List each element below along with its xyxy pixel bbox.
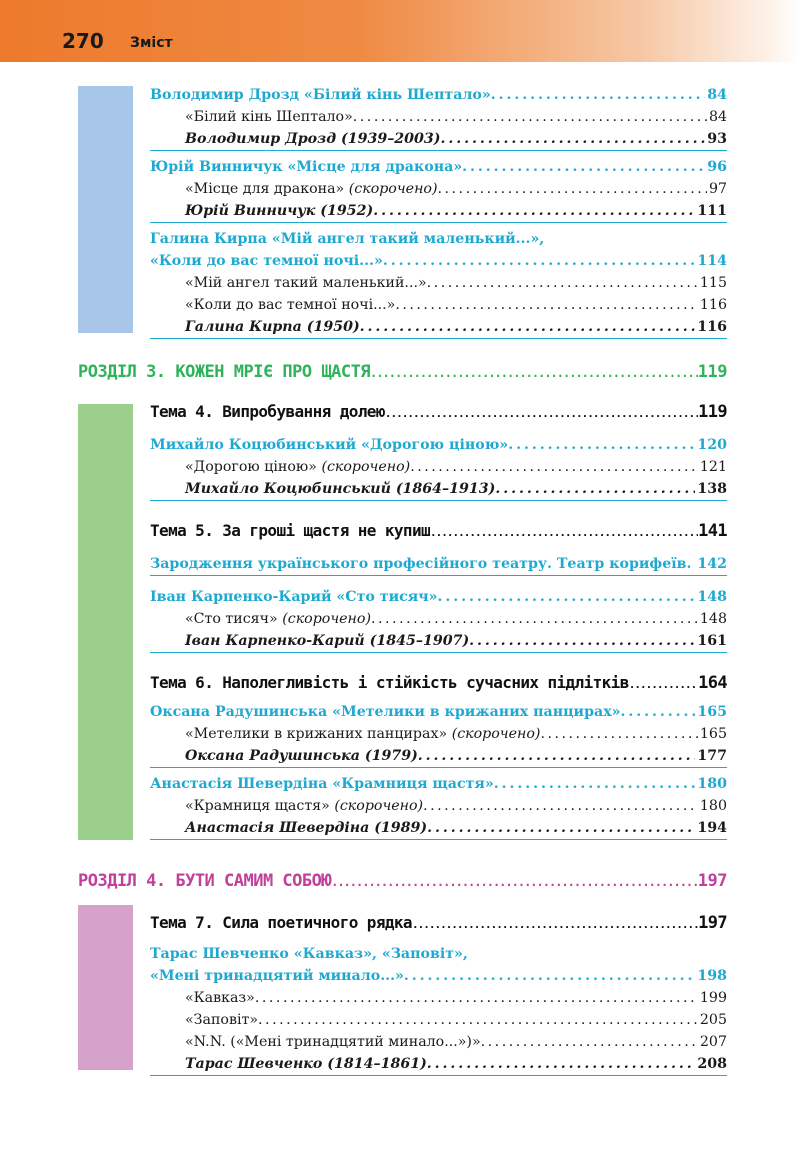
toc-entry[interactable]: Володимир Дрозд (1939–2003) . . . 93 [150, 128, 727, 151]
toc-entry[interactable]: Михайло Коцюбинський «Дорогою ціною» . . . 120 [150, 434, 727, 456]
toc-entry[interactable]: Оксана Радушинська (1979) . . . 177 [150, 745, 727, 768]
toc-entry[interactable]: Іван Карпенко-Карий «Сто тисяч» . . . 148 [150, 586, 727, 608]
topic-5-heading[interactable]: Тема 5. За гроші щастя не купиш ..... 141 [150, 521, 727, 547]
toc-entry[interactable]: Юрій Винничук «Місце для дракона» . . . 96 [150, 156, 727, 178]
toc-entry[interactable]: Іван Карпенко-Карий (1845–1907) . . . 161 [150, 630, 727, 653]
toc-entry-line[interactable]: Тарас Шевченко «Кавказ», «Заповіт», [150, 946, 468, 962]
toc-entry[interactable]: «Мені тринадцятий минало...» . . . 198 [150, 965, 727, 987]
toc-block-3 [150, 913, 727, 1076]
toc-entry[interactable]: «Коли до вас темної ночі...» . . . 116 [150, 294, 727, 316]
toc-entry[interactable]: Володимир Дрозд «Білий кінь Шептало» . . . 84 [150, 84, 727, 106]
topic-4-heading[interactable]: Тема 4. Випробування долею ..... 119 [150, 402, 727, 428]
toc-entry[interactable]: «Кавказ» . . . 199 [150, 987, 727, 1009]
toc-entry[interactable]: «Дорогою ціною» (скорочено) . . . 121 [150, 456, 727, 478]
toc-entry[interactable]: «Коли до вас темної ночі...» . . . 114 [150, 250, 727, 272]
toc-entry[interactable]: Анастасія Шевердіна (1989) . . . 194 [150, 817, 727, 840]
header-title: Зміст [130, 35, 173, 51]
toc-entry[interactable]: «Крамниця щастя» (скорочено) . . . 180 [150, 795, 727, 817]
section-4-heading[interactable]: РОЗДІЛ 4. БУТИ САМИМ СОБОЮ ..... 197 [78, 871, 727, 891]
toc-entry[interactable]: «Білий кінь Шептало» . . . 84 [150, 106, 727, 128]
green-side-bar [78, 404, 133, 840]
section-3-heading[interactable]: РОЗДІЛ 3. КОЖЕН МРІЄ ПРО ЩАСТЯ ..... 119 [78, 362, 727, 382]
toc-entry-line[interactable]: Галина Кирпа «Мій ангел такий маленький...», [150, 231, 545, 247]
topic-7-heading[interactable]: Тема 7. Сила поетичного рядка ..... 197 [150, 913, 727, 939]
toc-entry[interactable]: Зародження українського професійного театру. Театр корифеїв . . . 142 [150, 553, 727, 576]
toc-entry[interactable]: Тарас Шевченко (1814–1861) . . . 208 [150, 1053, 727, 1076]
toc-entry[interactable]: Оксана Радушинська «Метелики в крижаних панцирах» . . . 165 [150, 701, 727, 723]
page-number: 270 [62, 29, 104, 53]
toc-entry[interactable]: «N.N. («Мені тринадцятий минало...»)» . . . 207 [150, 1031, 727, 1053]
toc-entry[interactable]: «Заповіт» . . . 205 [150, 1009, 727, 1031]
pink-side-bar [78, 905, 133, 1070]
toc-entry[interactable]: Анастасія Шевердіна «Крамниця щастя» . . . 180 [150, 773, 727, 795]
toc-block-1 [150, 84, 727, 339]
blue-side-bar [78, 86, 133, 333]
toc-entry[interactable]: Галина Кирпа (1950) . . . 116 [150, 316, 727, 339]
toc-entry[interactable]: «Мій ангел такий маленький...» . . . 115 [150, 272, 727, 294]
toc-entry[interactable]: «Метелики в крижаних панцирах» (скорочено) . . . 165 [150, 723, 727, 745]
topic-6-heading[interactable]: Тема 6. Наполегливість і стійкість сучасних підлітків ..... 164 [150, 673, 727, 699]
toc-entry[interactable]: «Сто тисяч» (скорочено) . . . 148 [150, 608, 727, 630]
page-header [0, 0, 800, 62]
toc-entry[interactable]: «Місце для дракона» (скорочено) . . . 97 [150, 178, 727, 200]
toc-entry[interactable]: Михайло Коцюбинський (1864–1913) . . . 138 [150, 478, 727, 501]
toc-entry[interactable]: Юрій Винничук (1952) . . . 111 [150, 200, 727, 223]
toc-block-2 [150, 402, 727, 840]
